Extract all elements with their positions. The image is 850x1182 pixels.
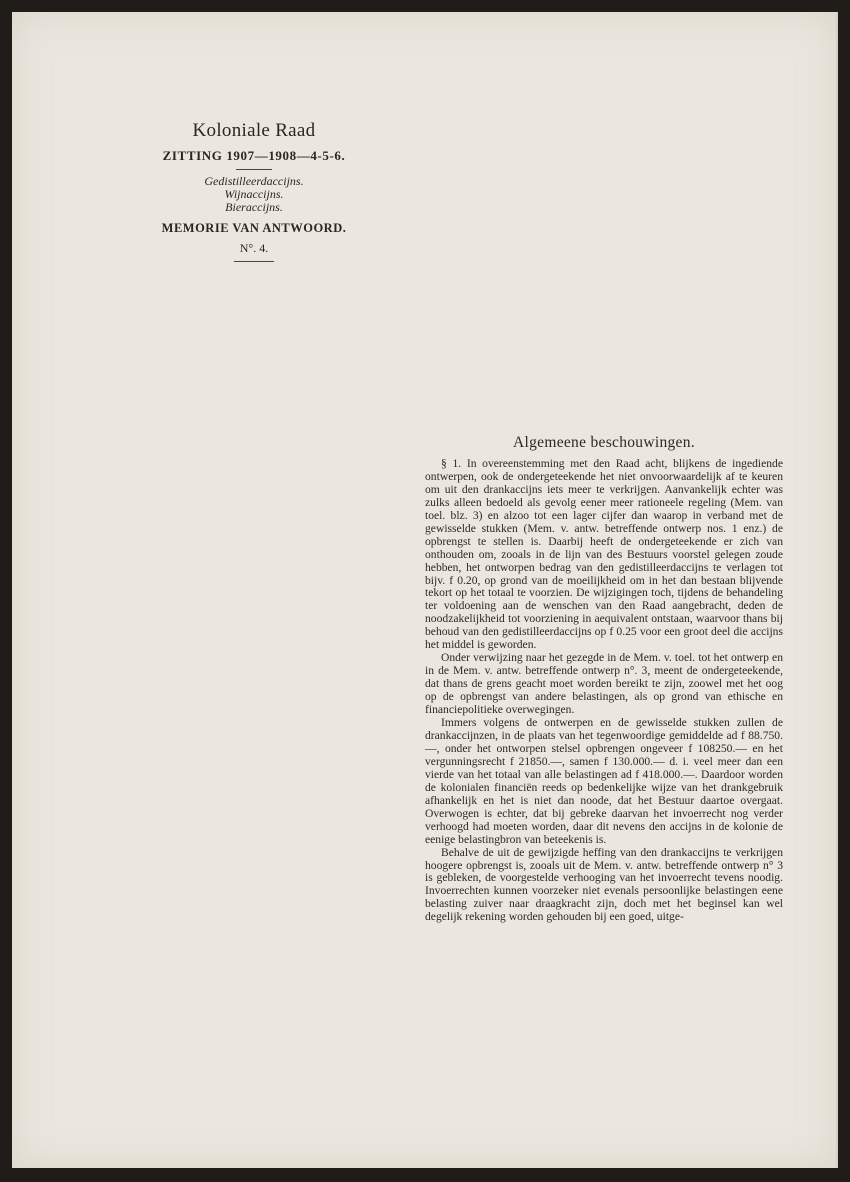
subject-item: Wijnaccijns.: [224, 187, 284, 201]
divider: [236, 169, 272, 170]
document-number: N°. 4.: [239, 241, 269, 255]
divider: [234, 261, 274, 262]
subject-item: Gedistilleerdaccijns.: [204, 174, 304, 188]
paragraph: Behalve de uit de gewijzigde heffing van den drankaccijns te verkrijgen hoogere opbrengst is, zooals uit de Mem. v. antw. betreffende ontwerp n° 3 is gebleken, de voorgestelde verhooging van het invoerrecht tevens noodig. Invoerrechten kunnen voorzeker niet evenals persoonlijke belastingen eene belasting zuiver naar draagkracht zijn, doch met het beginsel kan wel degelijk rekening worden gehouden bij een goed, uitge-: [425, 845, 783, 924]
subject-list: [124, 175, 384, 214]
document-header: [124, 120, 384, 262]
paragraph: § 1. In overeenstemming met den Raad acht, blijkens de ingediende ontwerpen, ook de ondergeteekende het niet onvoorwaardelijk af te keuren om uit den drankaccijns iets meer te verkrijgen. Aanvankelijk echter was zulks alleen bedoeld als gevolg eener meer rationeele regeling (Mem. van toel. blz. 3) en alzoo tot een lager cijfer dan waarop in verband met de gewisselde stukken (Mem. v. antw. betreffende ontwerp nos. 1 enz.) de opbrengst te stellen is. Daarbij heeft de ondergeteekende er zich van onthouden om, zooals in de lijn van des Bestuurs voorstel gelegen zoude hebben, het ontworpen bedrag van den gedistilleerdaccijns te verlagen tot bijv. f 0.20, op grond van de moeilijkheid om in het dan bestaan blijvende tekort op het totaal te voorzien. De wijzigingen toch, tijdens de behandeling ter voldoening aan de wenschen van den Raad aangebracht, deden de noodzakelijkheid tot voorziening in aequivalent ontstaan, waarvoor thans bij behoud van den gedistilleerdaccijns op f 0.25 voor een groot deel die accijns het middel is geworden.: [425, 456, 783, 652]
council-title: Koloniale Raad: [192, 120, 316, 141]
memorie-heading: MEMORIE VAN ANTWOORD.: [161, 221, 347, 235]
document-page: [12, 12, 836, 1168]
session-line: ZITTING 1907—1908—4-5-6.: [162, 148, 346, 163]
section-title: Algemeene beschouwingen.: [513, 434, 695, 451]
paragraph: Immers volgens de ontwerpen en de gewisselde stukken zullen de drankaccijnzen, in de plaats van het tegenwoordige gemiddelde ad f 88.750.—, onder het ontworpen stelsel opbrengen ongeveer f 108250.— en het vergunningsrecht f 21850.—, samen f 130.000.— d. i. veel meer dan een vierde van het totaal van alle belastingen ad f 418.000.—. Daardoor worden de kolonialen financiën reeds op bedenkelijke wijze van het drankgebruik afhankelijk en het is niet dan noode, dat het Bestuur daartoe overgaat. Overwogen is echter, dat bij gebreke daarvan het invoerrecht nog verder verhoogd had moeten worden, daar dit nevens den accijns in de kolonie de eenige belastingbron van beteekenis is.: [425, 716, 783, 846]
paragraph: Onder verwijzing naar het gezegde in de Mem. v. toel. tot het ontwerp en in de Mem. v. antw. betreffende ontwerp n°. 3, meent de ondergeteekende, dat thans de grens geacht moet worden bereikt te zijn, zoowel met het oog op de opbrengst van andere belastingen, als op grond van ethische en financiepolitieke overwegingen.: [425, 651, 783, 717]
body-column: [425, 434, 783, 924]
subject-item: Bieraccijns.: [225, 200, 283, 214]
